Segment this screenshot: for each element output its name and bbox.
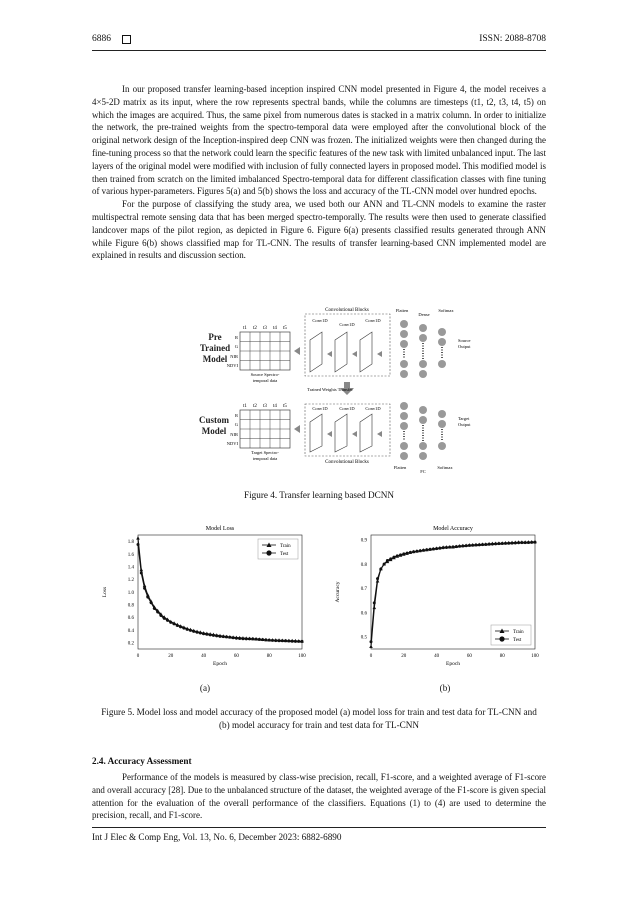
flatten-label-top: Flatten	[395, 308, 409, 313]
test-point	[478, 543, 481, 546]
test-point	[448, 546, 451, 549]
conv-label: Conv1D	[339, 406, 355, 411]
x-tick-label: 60	[466, 654, 472, 659]
pre-label-2: Trained	[199, 343, 231, 353]
x-tick-label: 40	[434, 654, 440, 659]
test-point	[461, 545, 464, 548]
dense-label: Dense	[418, 312, 430, 317]
test-point	[455, 545, 458, 548]
x-tick-label: 80	[499, 654, 505, 659]
test-point	[251, 637, 254, 640]
test-point	[209, 633, 212, 636]
test-point	[534, 541, 537, 544]
test-point	[389, 557, 392, 560]
test-point	[488, 543, 491, 546]
chart-title: Model Loss	[205, 526, 235, 532]
test-point	[202, 632, 205, 635]
footer-rule	[92, 827, 546, 828]
test-point	[399, 553, 402, 556]
band-label: NIR	[230, 432, 238, 437]
test-point	[192, 630, 195, 633]
x-axis-label: Epoch	[445, 661, 461, 667]
test-point	[150, 601, 153, 604]
test-point	[235, 637, 238, 640]
source-matrix	[240, 332, 290, 370]
conv-label: Conv1D	[312, 406, 328, 411]
test-point	[517, 541, 520, 544]
softmax-label-bottom: Softmax	[437, 465, 453, 470]
test-point	[137, 543, 140, 546]
source-data-label-1: Source Spectro-	[250, 372, 280, 377]
ts-label: t2	[253, 404, 257, 409]
section-heading: 2.4. Accuracy Assessment	[92, 756, 192, 766]
chart-title: Model Accuracy	[433, 526, 473, 532]
conv-label: Conv1D	[339, 322, 355, 327]
issn: ISSN: 2088-8708	[479, 34, 546, 44]
arrow-icon	[294, 347, 300, 355]
test-point	[291, 640, 294, 643]
test-point	[376, 577, 379, 580]
test-point	[238, 637, 241, 640]
test-point	[415, 550, 418, 553]
test-point	[419, 549, 422, 552]
y-tick-label: 0.5	[360, 635, 367, 641]
test-point	[379, 567, 382, 570]
test-point	[520, 541, 523, 544]
test-point	[402, 552, 405, 555]
test-point	[392, 556, 395, 559]
test-point	[511, 542, 514, 545]
test-point	[241, 637, 244, 640]
target-matrix	[240, 410, 290, 448]
legend-train: Train	[280, 543, 291, 549]
target-output-label-1: Target	[458, 416, 470, 421]
band-label: R	[234, 413, 238, 418]
custom-label-2: Model	[201, 426, 227, 436]
test-point	[406, 552, 409, 555]
y-tick-label: 0.8	[360, 562, 367, 568]
conv-label: Conv1D	[312, 318, 328, 323]
pre-label-3: Model	[202, 354, 228, 364]
test-point	[166, 619, 169, 622]
legend-circle-icon	[266, 550, 271, 555]
x-tick-label: 100	[298, 654, 306, 659]
test-point	[179, 625, 182, 628]
y-tick-label: 0.8	[127, 603, 134, 609]
ts-label: t4	[273, 404, 277, 409]
test-point	[153, 607, 156, 610]
y-axis-label: Accuracy	[335, 581, 341, 603]
test-point	[278, 639, 281, 642]
test-point	[264, 638, 267, 641]
y-axis-label: Loss	[102, 586, 108, 598]
test-point	[258, 638, 261, 641]
footer-citation: Int J Elec & Comp Eng, Vol. 13, No. 6, December 2023: 6882-6890	[92, 832, 342, 842]
test-point	[232, 636, 235, 639]
paragraph-2: For the purpose of classifying the study area, we used both our ANN and TL-CNN models to examine the raster multispectral remote sensing data that has been merged spectro-temporally. The results were then used to generate classified landcover maps of the pilot region, as depicted in Figure 6. Figure 6(a) presents classified results generated through ANN while Figure 6(b) shows classified map for TL-CNN. The results of transfer learning-based CNN implemented model are explained in results and discussion section.	[92, 199, 546, 261]
conv-label: Conv1D	[365, 406, 381, 411]
test-point	[422, 549, 425, 552]
section-body	[92, 771, 546, 822]
x-tick-label: 60	[233, 654, 239, 659]
test-point	[452, 545, 455, 548]
test-point	[205, 633, 208, 636]
test-point	[163, 617, 166, 620]
test-point	[507, 542, 510, 545]
arrow-icon	[294, 425, 300, 433]
test-point	[481, 543, 484, 546]
test-point	[271, 639, 274, 642]
x-tick-label: 40	[201, 654, 207, 659]
test-point	[370, 640, 373, 643]
source-output-label-2: Output	[458, 344, 471, 349]
figure-4-diagram	[180, 302, 480, 478]
conv-blocks-label: Convolutional Blocks	[325, 308, 369, 313]
test-point	[527, 541, 530, 544]
test-point	[301, 640, 304, 643]
test-point	[248, 637, 251, 640]
test-point	[169, 621, 172, 624]
fc-label: FC	[420, 469, 426, 474]
test-point	[497, 542, 500, 545]
softmax-label-top: Softmax	[438, 308, 454, 313]
test-point	[494, 542, 497, 545]
y-tick-label: 1.4	[127, 565, 134, 571]
test-point	[287, 640, 290, 643]
ts-label: t3	[263, 326, 267, 331]
test-point	[491, 543, 494, 546]
test-point	[143, 587, 146, 590]
test-point	[504, 542, 507, 545]
paragraph-1: In our proposed transfer learning-based inception inspired CNN model presented in Figure 4, the model receives a 4×5-2D matrix as its input, where the row represents spectral bands, while the columns are timesteps (t1, t2, t3, t4, t5) on which the images are acquired. Thus, the same pixel from numerous dates is stacked in a matrix column. In order to initialize the network, the pre-trained weights from the spectro-temporal data were employed after the convolutional block of the original network design of the Inception-inspired deep CNN was frozen. The initialized weights were then changed during the fine-tuning process so that the network could learn the specific features of the new task with limited unbalanced input. The last layers of the original model were modified with inclusion of fully connected layers in proposed model. This modified model is then trained from scratch on the limited imbalanced Spectro-temporal data for different classification classes with fine tuning of various hyper-parameters. Figures 5(a) and 5(b) shows the loss and accuracy of the TL-CNN model over hundred epochs.	[92, 84, 546, 197]
legend-circle-icon	[499, 636, 504, 641]
target-data-label-1: Target Spectro-	[251, 450, 279, 455]
ts-label: t5	[283, 404, 287, 409]
y-tick-label: 1.0	[127, 590, 134, 596]
ts-label: t4	[273, 326, 277, 331]
conv-label: Conv1D	[365, 318, 381, 323]
test-point	[458, 545, 461, 548]
test-point	[284, 639, 287, 642]
test-point	[524, 541, 527, 544]
x-tick-label: 0	[136, 654, 140, 659]
target-data-label-2: temporal data	[252, 456, 278, 461]
test-point	[281, 639, 284, 642]
test-point	[219, 635, 222, 638]
test-point	[274, 639, 277, 642]
test-point	[484, 543, 487, 546]
test-point	[471, 544, 474, 547]
test-point	[530, 541, 533, 544]
x-tick-label: 0	[369, 654, 373, 659]
legend-box	[491, 625, 531, 645]
test-point	[186, 628, 189, 631]
test-point	[173, 622, 176, 625]
band-label: G	[234, 422, 238, 427]
test-point	[409, 551, 412, 554]
figure-4-caption: Figure 4. Transfer learning based DCNN	[243, 490, 395, 500]
test-point	[228, 636, 231, 639]
x-tick-label: 20	[401, 654, 407, 659]
y-tick-label: 0.7	[360, 587, 367, 593]
x-axis-label: Epoch	[212, 661, 228, 667]
body-text	[92, 83, 546, 262]
test-point	[474, 544, 477, 547]
test-point	[396, 554, 399, 557]
band-label: G	[234, 344, 238, 349]
x-tick-label: 80	[266, 654, 272, 659]
band-label: NIR	[230, 354, 238, 359]
header-rule	[92, 50, 546, 51]
test-point	[438, 547, 441, 550]
test-point	[425, 548, 428, 551]
test-point	[445, 546, 448, 549]
ts-label: t2	[253, 326, 257, 331]
test-point	[212, 634, 215, 637]
source-data-label-2: temporal data	[252, 378, 278, 383]
test-point	[432, 547, 435, 550]
test-point	[222, 635, 225, 638]
square-icon	[122, 35, 131, 44]
panel-label-a: (a)	[199, 683, 211, 693]
y-tick-label: 0.6	[360, 611, 367, 617]
test-point	[215, 634, 218, 637]
test-point	[225, 635, 228, 638]
y-tick-label: 0.9	[360, 538, 367, 544]
test-point	[196, 631, 199, 634]
y-tick-label: 1.2	[127, 578, 134, 584]
test-point	[442, 546, 445, 549]
ts-label: t3	[263, 404, 267, 409]
test-point	[468, 544, 471, 547]
test-point	[465, 544, 468, 547]
x-tick-label: 20	[168, 654, 174, 659]
legend-train: Train	[513, 629, 524, 635]
band-label: NDVI	[226, 363, 238, 368]
test-point	[261, 638, 264, 641]
band-label: R	[234, 335, 238, 340]
test-point	[176, 624, 179, 627]
figure-5-caption: Figure 5. Model loss and model accuracy of the proposed model (a) model loss for train and test data for TL-CNN and (b) model accuracy for train and test data for TL-CNN	[101, 707, 537, 730]
x-tick-label: 100	[531, 654, 539, 659]
legend-test: Test	[513, 637, 522, 643]
band-label: NDVI	[226, 441, 238, 446]
test-point	[140, 572, 143, 575]
legend-test: Test	[280, 551, 289, 557]
legend-box	[258, 539, 298, 559]
test-point	[245, 637, 248, 640]
test-point	[297, 640, 300, 643]
custom-label-1: Custom	[198, 415, 230, 425]
y-tick-label: 1.8	[127, 540, 134, 546]
test-point	[268, 639, 271, 642]
test-point	[159, 614, 162, 617]
transfer-label: Trained Weights Transfer	[307, 387, 353, 392]
pre-label-1: Pre	[208, 332, 222, 342]
ts-label: t1	[243, 404, 247, 409]
y-tick-label: 0.2	[127, 641, 134, 647]
test-point	[199, 632, 202, 635]
test-point	[146, 596, 149, 599]
test-point	[501, 542, 504, 545]
test-point	[514, 541, 517, 544]
flatten-label-bottom: Flatten	[393, 465, 407, 470]
test-point	[189, 629, 192, 632]
source-output-label-1: Source	[458, 338, 471, 343]
test-point	[294, 640, 297, 643]
test-point	[156, 611, 159, 614]
figure-4	[180, 302, 480, 478]
test-point	[255, 638, 258, 641]
target-output-label-2: Output	[458, 422, 471, 427]
test-point	[373, 601, 376, 604]
test-point	[182, 627, 185, 630]
test-point	[412, 550, 415, 553]
ts-label: t5	[283, 326, 287, 331]
y-tick-label: 0.4	[127, 628, 134, 634]
test-point	[383, 563, 386, 566]
conv-blocks-label: Convolutional Blocks	[325, 460, 369, 465]
page-number: 6886	[92, 34, 111, 44]
test-point	[429, 548, 432, 551]
y-tick-label: 1.6	[127, 552, 134, 558]
test-point	[435, 547, 438, 550]
panel-label-b: (b)	[439, 683, 451, 693]
test-point	[386, 559, 389, 562]
model-loss-chart	[92, 521, 318, 671]
ts-label: t1	[243, 326, 247, 331]
y-tick-label: 0.6	[127, 616, 134, 622]
model-accuracy-chart	[325, 521, 551, 671]
section-paragraph: Performance of the models is measured by class-wise precision, recall, F1-score, and a weighted average of F1-score and overall accuracy [28]. Due to the unbalanced structure of the dataset, the weighted average of the F1-score is given special attention for the evaluation of the overall performance of the classifiers. Equations (1) to (4) are used to determine the precision, recall, and F1-score.	[92, 772, 546, 821]
